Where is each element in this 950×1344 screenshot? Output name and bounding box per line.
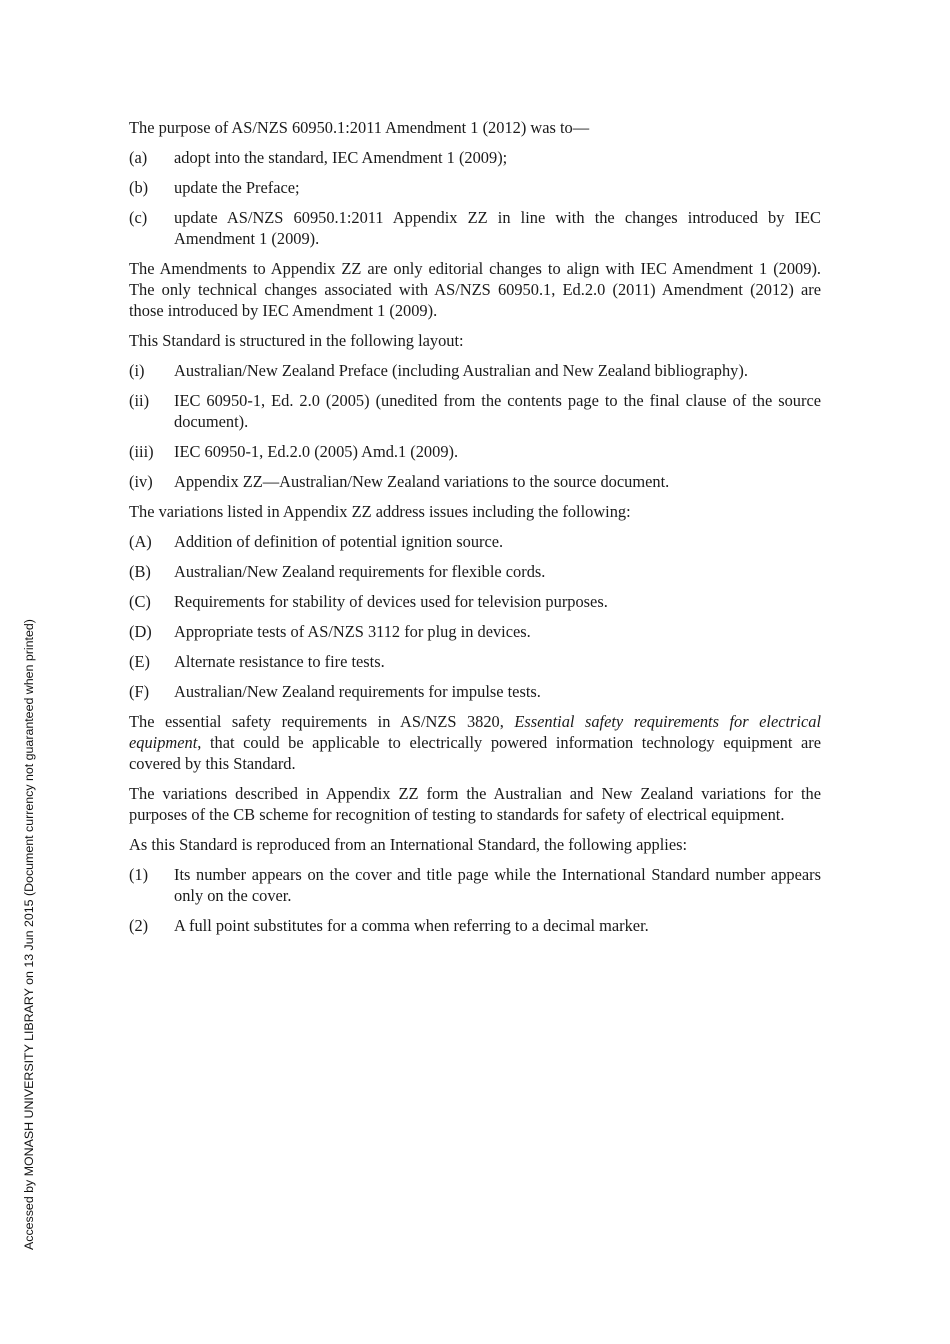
variations-item-b (129, 561, 821, 582)
list-text: IEC 60950-1, Ed. 2.0 (2005) (unedited from the contents page to the final clause of the source document). (174, 391, 821, 431)
list-label: (B) (129, 562, 151, 581)
list-label: (a) (129, 148, 148, 167)
list-text: A full point substitutes for a comma when referring to a decimal marker. (174, 916, 649, 935)
variations-item-a (129, 531, 821, 552)
list-label: (iv) (129, 472, 153, 491)
list-text: Australian/New Zealand requirements for flexible cords. (174, 562, 546, 581)
variations-item-c (129, 591, 821, 612)
purpose-item-c (129, 207, 821, 249)
list-text: Addition of definition of potential ignition source. (174, 532, 504, 551)
reproduction-item-2 (129, 915, 821, 936)
essential-text-before: The essential safety requirements in AS/NZS 3820, (129, 712, 515, 731)
list-text: Australian/New Zealand Preface (including Australian and New Zealand bibliography). (174, 361, 748, 380)
document-page (129, 117, 821, 945)
structure-item-i (129, 360, 821, 381)
essential-text-after: , that could be applicable to electrically powered information technology equipment are covered by this Standard. (129, 733, 821, 773)
variations-intro: The variations listed in Appendix ZZ address issues including the following: (129, 502, 631, 521)
list-label: (A) (129, 532, 152, 551)
list-label: (ii) (129, 391, 150, 410)
list-text: Its number appears on the cover and title page while the International Standard number appears only on the cover. (174, 865, 821, 905)
reproduction-item-1 (129, 864, 821, 906)
purpose-item-b (129, 177, 821, 198)
list-text: Alternate resistance to fire tests. (174, 652, 385, 671)
essential-paragraph (129, 711, 821, 774)
list-text: IEC 60950-1, Ed.2.0 (2005) Amd.1 (2009). (174, 442, 459, 461)
list-text: update the Preface; (174, 178, 300, 197)
structure-item-iii (129, 441, 821, 462)
structure-intro: This Standard is structured in the following layout: (129, 331, 464, 350)
list-label: (E) (129, 652, 150, 671)
reproduction-intro: As this Standard is reproduced from an International Standard, the following applies: (129, 835, 688, 854)
variations-item-e (129, 651, 821, 672)
access-watermark: Accessed by MONASH UNIVERSITY LIBRARY on 13 Jun 2015 (Document currency not guaranteed when printed) (22, 619, 36, 1250)
list-label: (F) (129, 682, 150, 701)
amendments-paragraph: The Amendments to Appendix ZZ are only editorial changes to align with IEC Amendment 1 (2009). The only technical changes associated with AS/NZS 60950.1, Ed.2.0 (2011) Amendment (2012) are those introduced by IEC Amendment 1 (2009). (129, 259, 821, 320)
purpose-intro: The purpose of AS/NZS 60950.1:2011 Amendment 1 (2012) was to— (129, 118, 590, 137)
cb-paragraph: The variations described in Appendix ZZ form the Australian and New Zealand variations for the purposes of the CB scheme for recognition of testing to standards for safety of electrical equipment. (129, 784, 821, 824)
list-text: update AS/NZS 60950.1:2011 Appendix ZZ in line with the changes introduced by IEC Amendment 1 (2009). (174, 208, 821, 248)
list-text: Appendix ZZ—Australian/New Zealand variations to the source document. (174, 472, 670, 491)
structure-item-ii (129, 390, 821, 432)
essential-title-italic: Essential safety requirements for electrical equipment (129, 712, 821, 752)
structure-item-iv (129, 471, 821, 492)
list-label: (1) (129, 865, 149, 884)
variations-item-d (129, 621, 821, 642)
list-label: (2) (129, 916, 149, 935)
list-label: (iii) (129, 442, 154, 461)
list-label: (c) (129, 208, 148, 227)
list-label: (i) (129, 361, 145, 380)
list-text: Requirements for stability of devices used for television purposes. (174, 592, 608, 611)
list-label: (C) (129, 592, 151, 611)
purpose-item-a (129, 147, 821, 168)
list-label: (b) (129, 178, 149, 197)
list-text: adopt into the standard, IEC Amendment 1 (2009); (174, 148, 508, 167)
list-text: Appropriate tests of AS/NZS 3112 for plug in devices. (174, 622, 531, 641)
variations-item-f (129, 681, 821, 702)
list-label: (D) (129, 622, 152, 641)
list-text: Australian/New Zealand requirements for impulse tests. (174, 682, 541, 701)
